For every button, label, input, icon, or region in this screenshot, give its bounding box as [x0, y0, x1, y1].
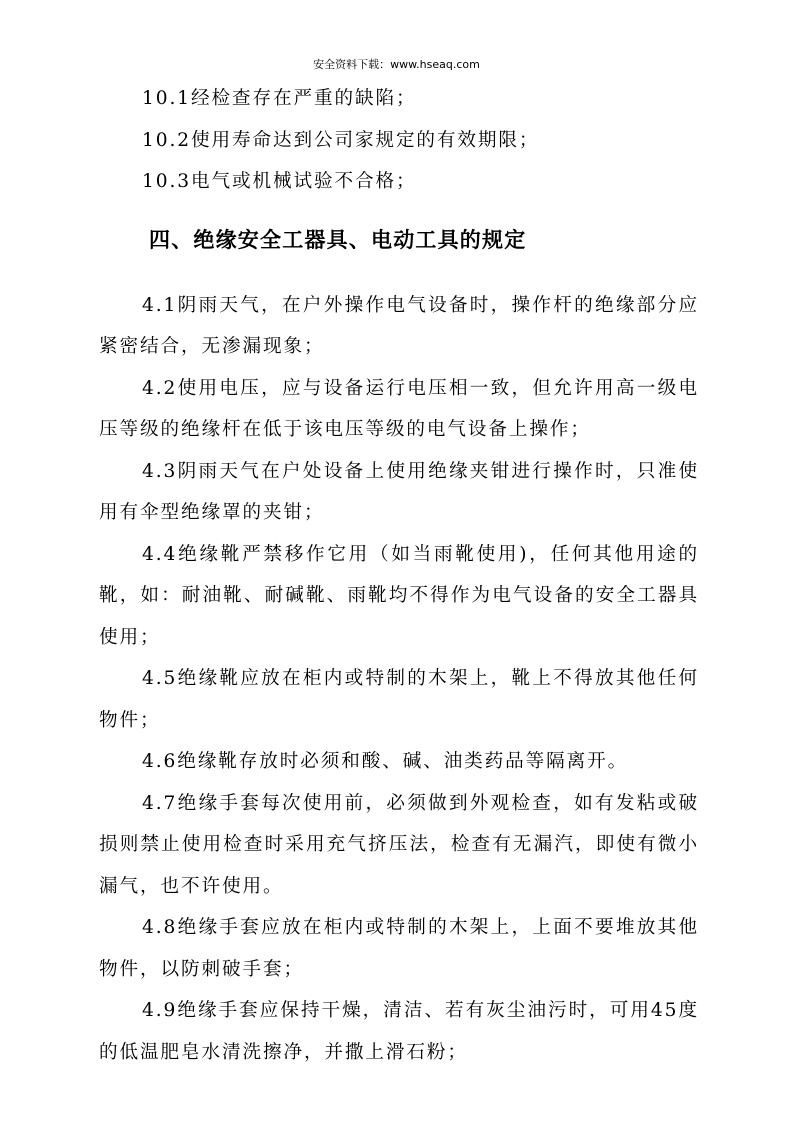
intro-item-10-3: 10.3电气或机械试验不合格；: [142, 171, 417, 192]
document-body: [99, 78, 699, 1073]
rule-4-6: 4.6绝缘靴存放时必须和酸、碱、油类药品等隔离开。: [142, 751, 629, 772]
rule-4-1: 4.1阴雨天气，在户外操作电气设备时，操作杆的绝缘部分应紧密结合，无渗漏现象；: [99, 294, 699, 357]
rule-4-3: 4.3阴雨天气在户处设备上使用绝缘夹钳进行操作时，只准使用有伞型绝缘罩的夹钳；: [99, 460, 699, 523]
rule-4-2: 4.2使用电压，应与设备运行电压相一致，但允许用高一级电压等级的绝缘杆在低于该电压等级的电气设备上操作；: [99, 377, 699, 440]
intro-item-10-2: 10.2使用寿命达到公司家规定的有效期限；: [142, 129, 540, 151]
page-header: 安全资料下载：www.hseaq.com: [313, 58, 480, 71]
rule-4-4: 4.4绝缘靴严禁移作它用（如当雨靴使用)，任何其他用途的靴，如：耐油靴、耐碱靴、雨靴均不得作为电气设备的安全工器具使用；: [99, 543, 699, 648]
rule-4-9: 4.9绝缘手套应保持干燥，清洁、若有灰尘油污时，可用45度的低温肥皂水清洗擦净，并撒上滑石粉；: [99, 1000, 699, 1063]
rule-4-5: 4.5绝缘靴应放在柜内或特制的木架上，靴上不得放其他任何物件；: [99, 668, 699, 731]
section-heading: 四、绝缘安全工器具、电动工具的规定: [149, 227, 527, 252]
rule-4-7: 4.7绝缘手套每次使用前，必须做到外观检查，如有发粘或破损则禁止使用检查时采用充气挤压法，检查有无漏汽，即使有微小漏气，也不许使用。: [99, 792, 699, 897]
intro-item-10-1: 10.1经检查存在严重的缺陷；: [142, 88, 417, 109]
rule-4-8: 4.8绝缘手套应放在柜内或特制的木架上，上面不要堆放其他物件，以防刺破手套；: [99, 917, 699, 980]
